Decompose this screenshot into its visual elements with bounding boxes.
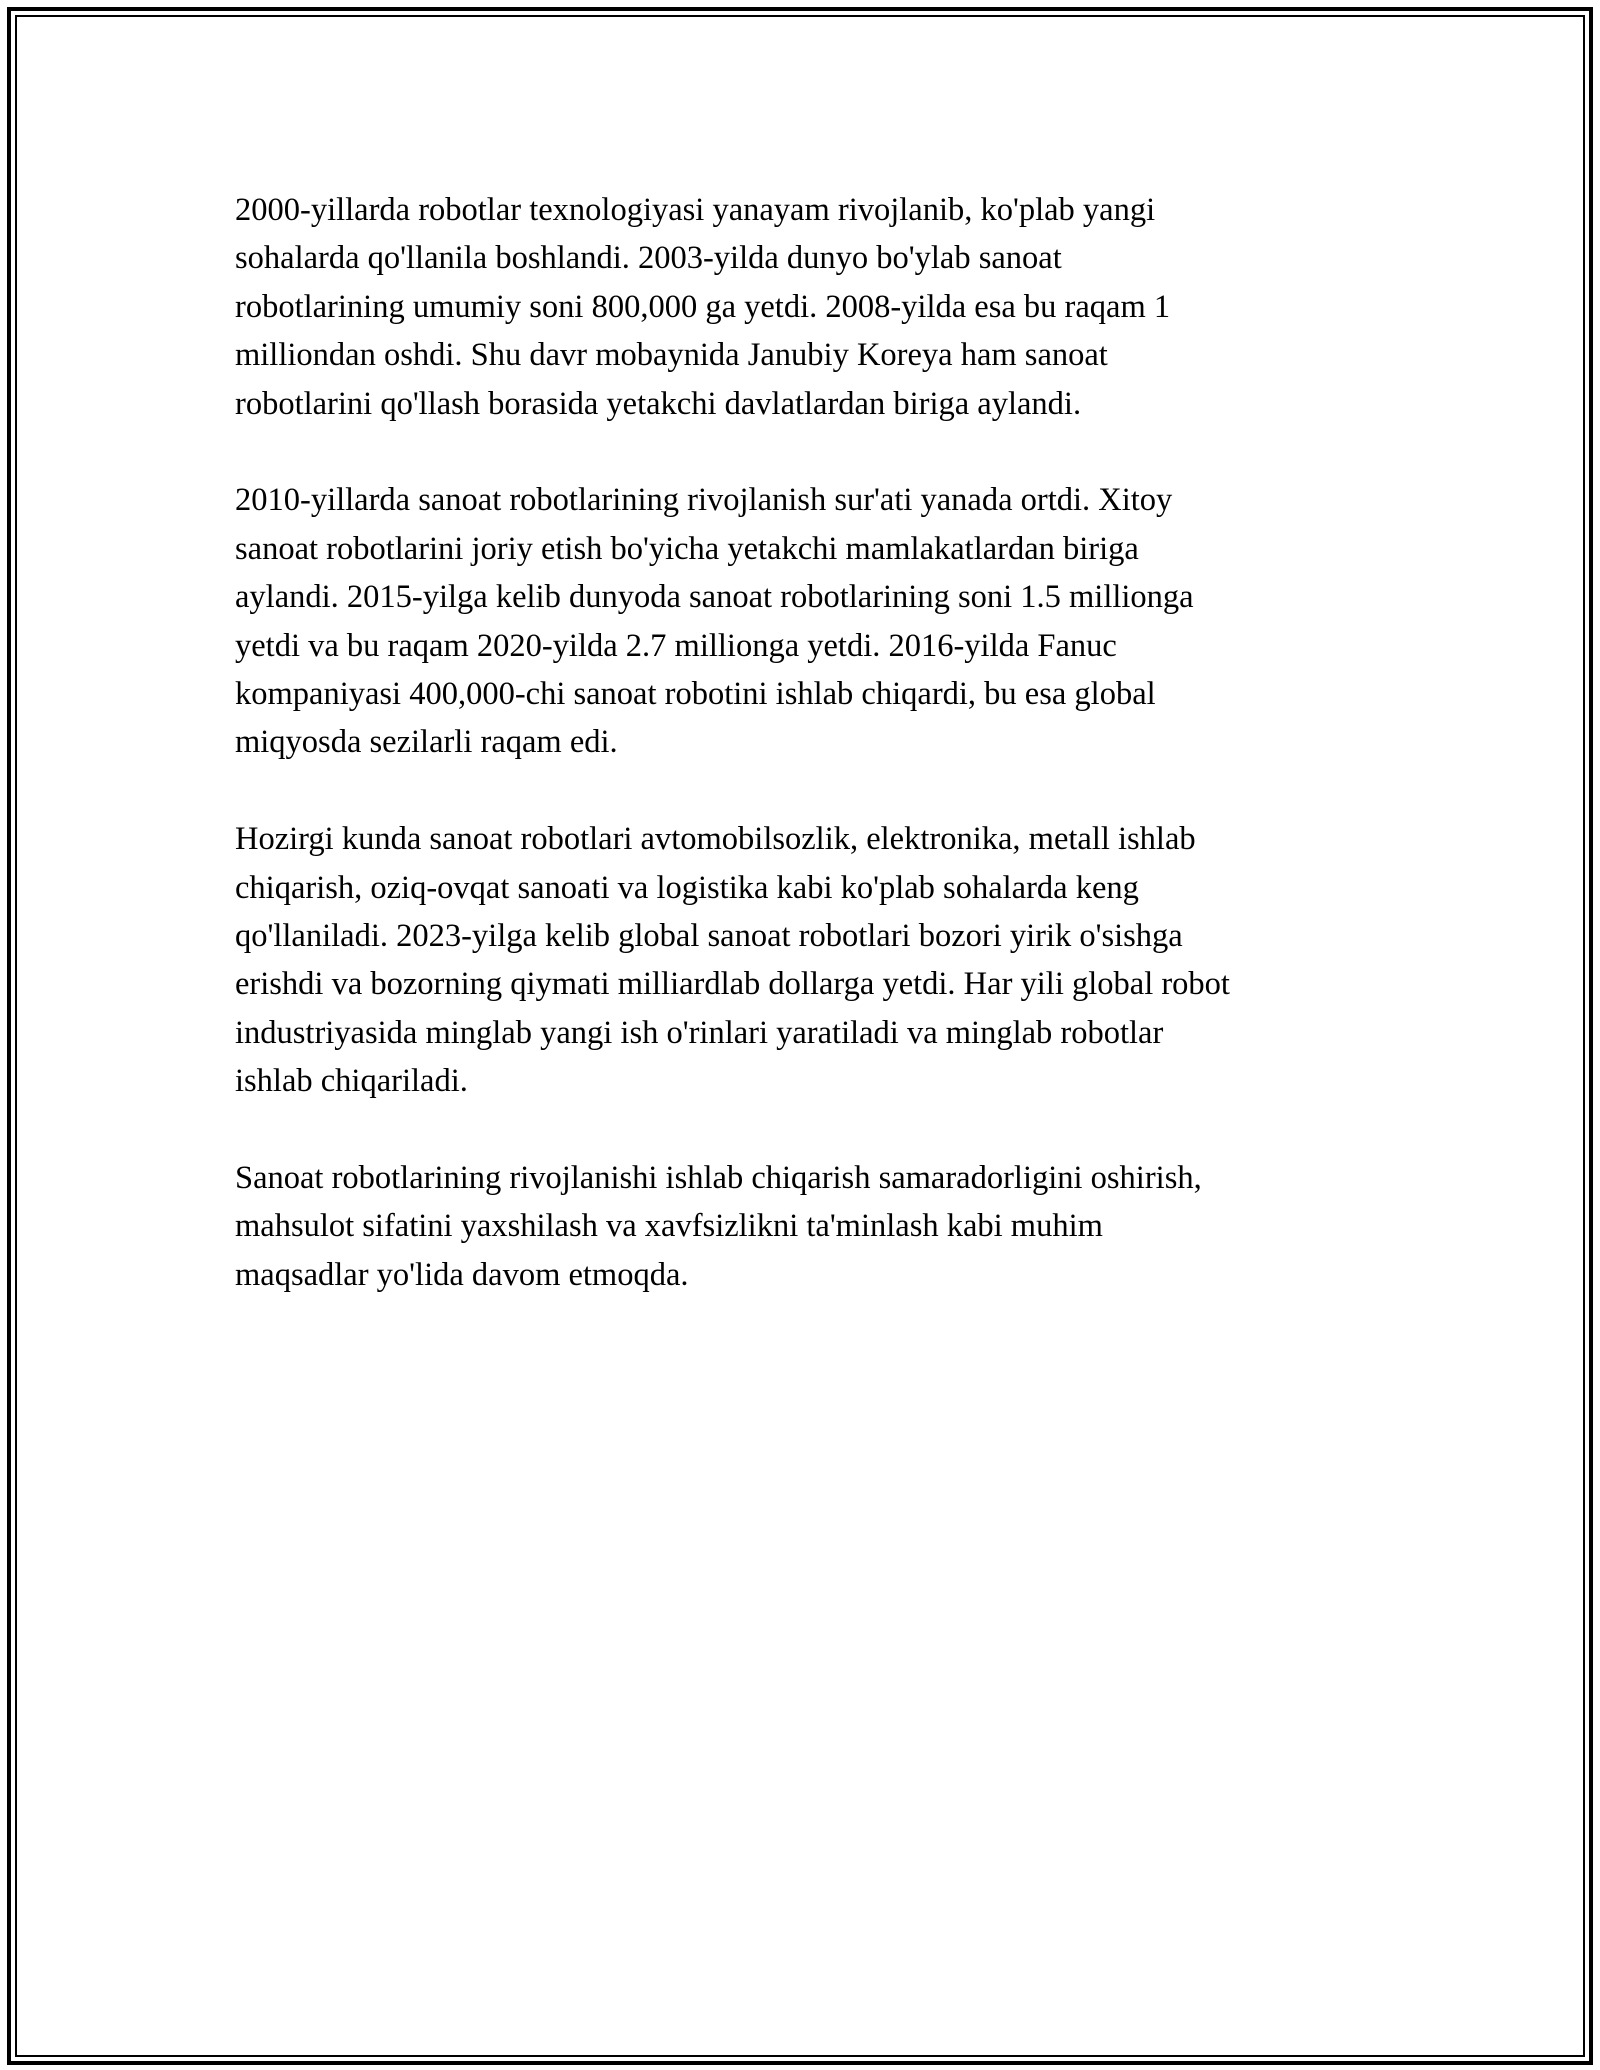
text-line: robotlarining umumiy soni 800,000 ga yetdi. 2008-yilda esa bu raqam 1	[235, 288, 1171, 325]
text-line: Hozirgi kunda sanoat robotlari avtomobilsozlik, elektronika, metall ishlab	[235, 821, 1196, 858]
paragraph-2	[235, 476, 1370, 766]
text-line: miqyosda sezilarli raqam edi.	[235, 724, 618, 761]
text-line: kompaniyasi 400,000-chi sanoat robotini ishlab chiqardi, bu esa global	[235, 676, 1156, 713]
text-line: ishlab chiqariladi.	[235, 1063, 468, 1100]
text-line: qo'llaniladi. 2023-yilga kelib global sanoat robotlari bozori yirik o'sishga	[235, 918, 1183, 955]
document-body	[235, 186, 1370, 1348]
text-line: maqsadlar yo'lida davom etmoqda.	[235, 1256, 689, 1293]
text-line: mahsulot sifatini yaxshilash va xavfsizlikni ta'minlash kabi muhim	[235, 1208, 1103, 1245]
text-line: 2010-yillarda sanoat robotlarining rivojlanish sur'ati yanada ortdi. Xitoy	[235, 482, 1173, 519]
text-line: sanoat robotlarini joriy etish bo'yicha yetakchi mamlakatlardan biriga	[235, 530, 1139, 567]
paragraph-4	[235, 1154, 1370, 1299]
text-line: milliondan oshdi. Shu davr mobaynida Janubiy Koreya ham sanoat	[235, 337, 1108, 374]
text-line: yetdi va bu raqam 2020-yilda 2.7 millionga yetdi. 2016-yilda Fanuc	[235, 627, 1117, 664]
text-line: erishdi va bozorning qiymati milliardlab dollarga yetdi. Har yili global robot	[235, 966, 1230, 1003]
text-line: chiqarish, oziq-ovqat sanoati va logistika kabi ko'plab sohalarda keng	[235, 869, 1139, 906]
text-line: 2000-yillarda robotlar texnologiyasi yanayam rivojlanib, ko'plab yangi	[235, 192, 1156, 228]
text-line: robotlarini qo'llash borasida yetakchi davlatlardan biriga aylandi.	[235, 385, 1082, 422]
paragraph-3	[235, 815, 1370, 1105]
paragraph-1	[235, 186, 1370, 428]
text-line: sohalarda qo'llanila boshlandi. 2003-yilda dunyo bo'ylab sanoat	[235, 240, 1062, 277]
text-line: aylandi. 2015-yilga kelib dunyoda sanoat robotlarining soni 1.5 millionga	[235, 579, 1194, 616]
text-line: Sanoat robotlarining rivojlanishi ishlab chiqarish samaradorligini oshirish,	[235, 1160, 1202, 1197]
text-line: industriyasida minglab yangi ish o'rinlari yaratiladi va minglab robotlar	[235, 1014, 1164, 1051]
